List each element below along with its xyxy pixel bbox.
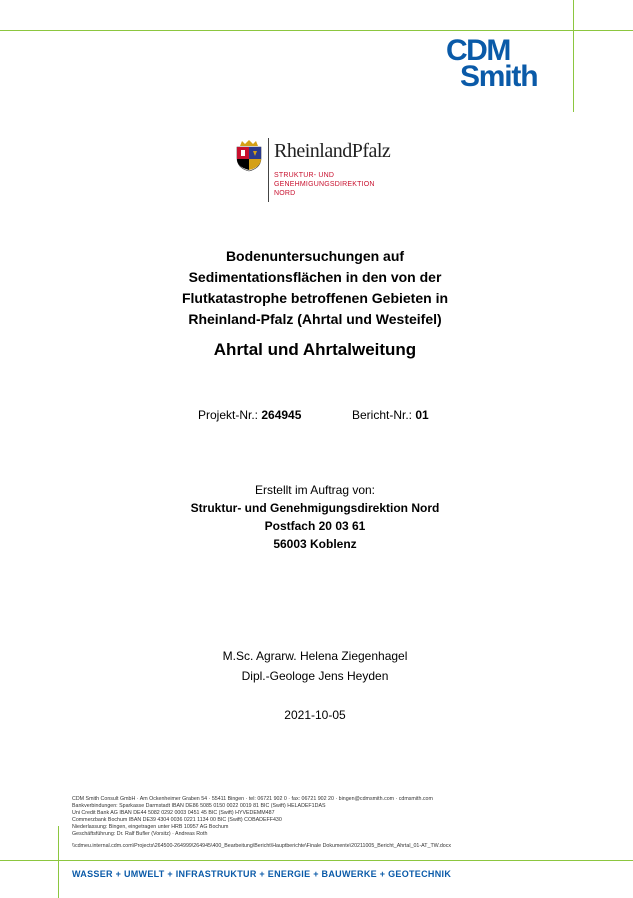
project-number-label: Projekt-Nr.: bbox=[198, 408, 262, 422]
footer-file-path: \\cdmeu.internal.cdm.com\Projects\264500-264999\264945\400_Bearbeitung\Bericht\Hauptberichte\Finale Dokumente\20211005_Bericht_Ahrtal_01-AT_TW.docx bbox=[72, 842, 452, 849]
client-postbox: Postfach 20 03 61 bbox=[264, 519, 366, 533]
document-date: 2021-10-05 bbox=[284, 708, 346, 722]
title-line-4: Rheinland-Pfalz (Ahrtal und Westeifel) bbox=[188, 311, 442, 327]
client-logo-name: RheinlandPfalz bbox=[274, 140, 391, 162]
author-2: Dipl.-Geologe Jens Heyden bbox=[241, 669, 389, 683]
client-logo-sub-line3: NORD bbox=[274, 190, 296, 197]
bottom-left-vertical-rule bbox=[58, 826, 59, 898]
client-block bbox=[140, 481, 490, 553]
authors-block bbox=[140, 646, 490, 686]
document-title bbox=[140, 246, 490, 330]
client-name: Struktur- und Genehmigungsdirektion Nord bbox=[190, 501, 440, 515]
project-number-value: 264945 bbox=[261, 408, 302, 422]
footer-line-6: Geschäftsführung: Dr. Ralf Bufler (Vorsitz) · Andreas Roth bbox=[72, 831, 208, 838]
company-footer bbox=[72, 796, 592, 850]
rheinland-pfalz-logo bbox=[236, 138, 396, 204]
footer-line-2: Bankverbindungen: Sparkasse Darmstadt IBAN DE86 5085 0150 0022 0019 81 BIC (Swift) HELADEF1DAS bbox=[72, 803, 326, 810]
report-number-label: Bericht-Nr.: bbox=[352, 408, 416, 422]
footer-line-3: Uni Credit Bank AG IBAN DE44 5082 0292 0003 0451 45 BIC (Swift) HYVEDEMM487 bbox=[72, 810, 275, 817]
client-logo-subtitle bbox=[274, 171, 375, 198]
client-city: 56003 Koblenz bbox=[273, 537, 357, 551]
client-intro: Erstellt im Auftrag von: bbox=[254, 483, 376, 497]
report-number bbox=[352, 408, 429, 422]
bottom-rule bbox=[0, 860, 633, 861]
footer-line-1: CDM Smith Consult GmbH · Am Ockenheimer Graben 54 · 55411 Bingen · tel: 06721 902 0 · fax: 06721 902 20 · bingen@cdmsmith.com · cdmsmith.com bbox=[72, 796, 433, 802]
cdm-smith-logo bbox=[446, 34, 566, 93]
report-number-value: 01 bbox=[415, 408, 429, 422]
cdm-logo-line2: Smith bbox=[460, 60, 538, 93]
document-subtitle: Ahrtal und Ahrtalweitung bbox=[213, 340, 417, 359]
footer-line-4: Commerzbank Bochum IBAN DE39 4304 0036 0221 1134 00 BIC (Swift) COBADEFF430 bbox=[72, 817, 282, 824]
client-logo-sub-line1: STRUKTUR- UND bbox=[274, 172, 335, 179]
cdm-logo-line1: CDM bbox=[446, 34, 510, 67]
coat-of-arms-icon bbox=[236, 140, 262, 172]
company-tagline: WASSER + UMWELT + INFRASTRUKTUR + ENERGIE + BAUWERKE + GEOTECHNIK bbox=[72, 869, 452, 879]
top-rule bbox=[0, 30, 633, 31]
client-logo-sub-line2: GENEHMIGUNGSDIREKTION bbox=[274, 181, 375, 188]
author-1: M.Sc. Agrarw. Helena Ziegenhagel bbox=[222, 649, 408, 663]
title-line-2: Sedimentationsflächen in den von der bbox=[188, 269, 442, 285]
project-number bbox=[198, 408, 301, 422]
logo-separator bbox=[268, 138, 269, 202]
title-line-3: Flutkatastrophe betroffenen Gebieten in bbox=[181, 290, 449, 306]
top-right-vertical-rule bbox=[573, 0, 574, 112]
title-line-1: Bodenuntersuchungen auf bbox=[225, 248, 405, 264]
footer-line-5: Niederlassung: Bingen, eingetragen unter HRB 10957 AG Bochum bbox=[72, 824, 229, 831]
